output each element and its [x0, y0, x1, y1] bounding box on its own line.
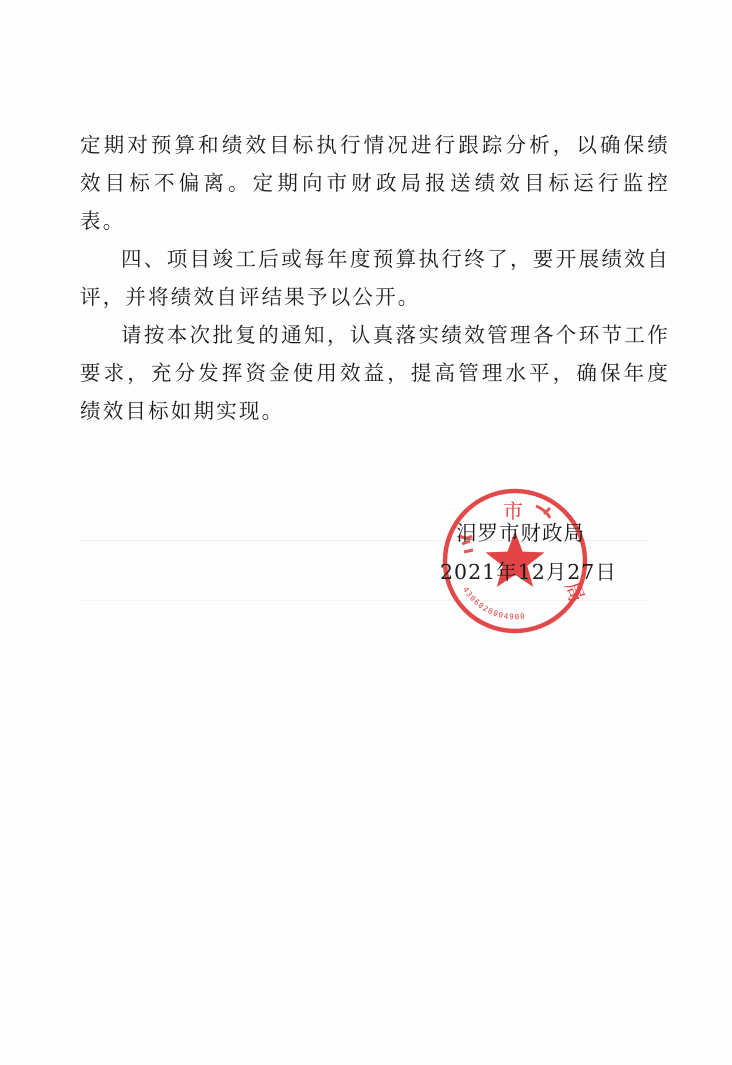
paragraph-continuation: 定期对预算和绩效目标执行情况进行跟踪分析，以确保绩效目标不偏离。定期向市财政局报送绩效目标运行监控表。 — [80, 133, 670, 233]
paragraph-item-four: 四、项目竣工后或每年度预算执行终了，要开展绩效自评，并将绩效自评结果予以公开。 — [80, 247, 670, 309]
document-body — [80, 126, 670, 430]
signature-org: 汨罗市财政局 — [456, 521, 585, 545]
paragraph-closing: 请按本次批复的通知，认真落实绩效管理各个环节工作要求，充分发挥资金使用效益，提高管理水平，确保年度绩效目标如期实现。 — [80, 323, 670, 423]
seal-right-text: 局 — [559, 578, 590, 606]
seal-top-text: 市 — [503, 499, 523, 523]
seal-code-text: 4306020004900 — [461, 585, 527, 622]
signature-date: 2021年12月27日 — [440, 560, 617, 584]
